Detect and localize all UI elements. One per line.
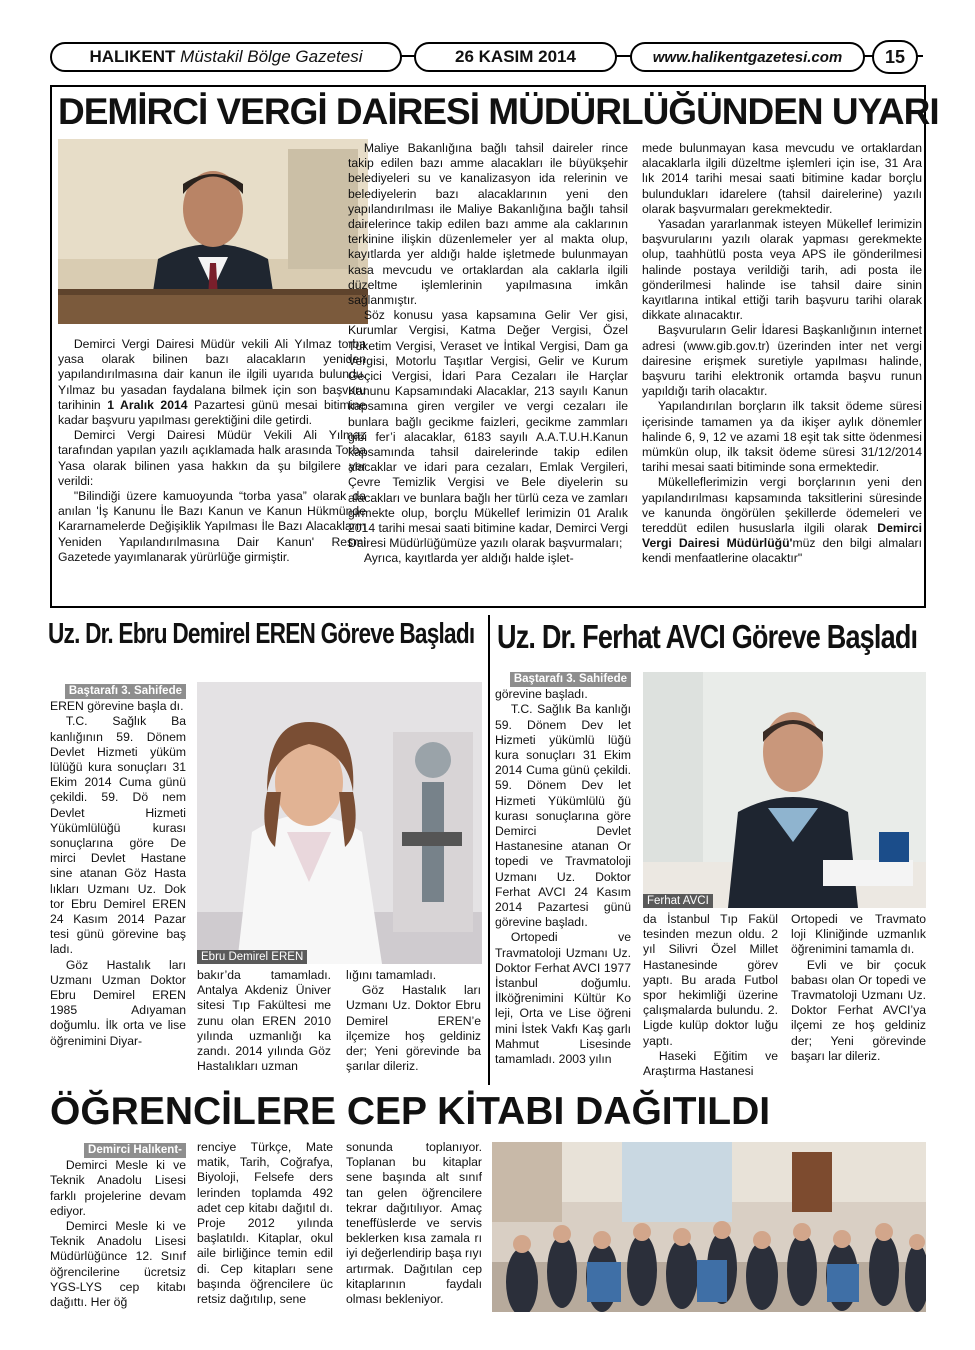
eren-portrait-image (197, 682, 482, 964)
books-col-3 (346, 1140, 482, 1307)
eren-photo-caption: Ebru Demirel EREN (197, 950, 307, 964)
page-number: 15 (884, 46, 906, 67)
avci-p4: da İstanbul Tıp Fakül tesinden mezun oldu. 2 yıl Silivri Özel Millet Hastanesinde görev yaptı. Bu arada Futbol spor hekimliği üzerine çalışmalarda bulundu. 2. Ligde kulüp doktor luğu yaptı. (643, 912, 778, 1048)
tax-deadline: 1 Aralık 2014 (107, 397, 188, 412)
tax-p3: "Bilindiği üzere kamuoyunda “torba yasa” olarak da anılan 'İş Kanunu İle Bazı Kanun ve Kanun Hükmünde Kararnamelerde Değişiklik Yapılması İle Bazı Alacakların Yeniden Yapılandırılmasına Dair Kanun' Resmi Gazetede yayımlanarak yürürlüğe girmiştir. (58, 489, 366, 564)
eren-col-3 (346, 968, 481, 1074)
avci-col-2 (643, 912, 778, 1079)
photo-ali-yilmaz (58, 139, 368, 324)
avci-p7: Evli ve bir çocuk babası olan Or topedi ve Travmatoloji Uzmanı Uz. Doktor Ferhat AVCI’ya ilçemi ze hoş geldiniz der; Yeni görevinde başarı lar dileriz. (791, 957, 926, 1063)
eren-p1: EREN görevine başla dı. (50, 699, 184, 714)
headline-tax-office: DEMİRCİ VERGİ DAİRESİ MÜDÜRLÜĞÜNDEN UYARI (58, 91, 939, 132)
tax-p1 (58, 337, 366, 428)
avci-col-1 (495, 672, 631, 1067)
avci-p6: Ortopedi ve Travmato loji Kliniğinde uzmanlık öğrenimini tamamla dı. (791, 912, 926, 957)
website: www.halikentgazetesi.com (652, 48, 843, 66)
paper-name: HALIKENT (89, 47, 176, 66)
books-p3: renciye Türkçe, Mate matik, Tarih, Coğrafya, Biyoloji, Felsefe ders lerinden toplamda 492 adet cep kitabı dağıtıl dı. Proje 2012 yılında başlatıldı. Kitaplar, okul aile birliğince temin edil di. Cep kitapları sene başında öğrencilere üc retsiz dağıtılıp, sene (197, 1140, 333, 1307)
eren-col-2 (197, 968, 331, 1074)
tax-p1-text: Demirci Vergi Dairesi Müdür vekili Ali Yılmaz torba yasa olarak bilinen bazı alacakların yeniden yapılandırılmasına dair kanun ile ilgili uyarıda bulundu. Yılmaz bu yasadan faydalana bilmek için son başvuru tarihinin (58, 337, 366, 412)
photo-ferhat-avci (643, 672, 926, 908)
tax-p11-end: müz den bilgi almaları kendi menfaatlerine olacaktır" (642, 536, 923, 566)
tax-p2: Demirci Vergi Dairesi Müdür Vekili Ali Yılmaz tarafından yapılan yazılı açıklamada halk arasında Torba Yasa olarak bilinen yasa hakkın da şu bilgilere yer verildi: (58, 428, 366, 488)
avci-photo-caption: Ferhat AVCI (643, 894, 713, 908)
headline-eren: Uz. Dr. Ebru Demirel EREN Göreve Başladı (48, 618, 475, 650)
headline-avci: Uz. Dr. Ferhat AVCI Göreve Başladı (497, 618, 918, 655)
books-col-1 (50, 1143, 186, 1310)
article-tax-office (50, 85, 939, 608)
date-pill (414, 42, 617, 72)
avci-p1: görevine başladı. (495, 687, 588, 702)
tax-p11 (642, 475, 922, 566)
portrait-image (58, 139, 368, 324)
masthead-pill (50, 42, 402, 72)
photo-students-group (492, 1142, 926, 1312)
eren-p5: lığını tamamladı. (346, 968, 437, 982)
avci-col-3 (791, 912, 926, 1064)
tax-p4: Maliye Bakanlığına bağlı tahsil daireler rince takip edilen bazı amme alacakları ile büyükşehir belediyeleri su ve kanalizasyon ida relerinin ve belediyelerin bazı alacaklarının yeni den yapılandırılması ile Maliye Bakanlığına bağlı tahsil dairelerince takip edilen bazı amme ala caklarının terkinine ilişkin düzenlemeler yer al makta olup, kayıtlarda yer aldığı halde işletmede bulunmayan kasa mevcudu ve ortaklardan ala caklarla ilgili düzeltme işlemlerinin yapılmasına imkân sağlanmıştır. (348, 141, 628, 308)
eren-p3: Göz Hastalık ları Uzmanı Uzman Doktor Ebru Demirel EREN 1985 Adıyaman doğumlu. İlk orta ve lise öğrenimini Diyar- (50, 957, 186, 1048)
tax-p8: Yasadan yararlanmak isteyen Mükellef lerimizin başvurularını yazılı olarak yapması gerekmekte olup, taahhütlü posta veya APS ile gönderilmesi halinde postaya verildiği tarih, adi posta ile gönderilmesi halinde ise tahsil daire sinin kayıtlarına intikal ettiği tarih başvuru tarihi olarak dikkate alınacaktır. (642, 217, 922, 323)
tax-p9: Başvuruların Gelir İdaresi Başkanlığının internet adresi (www.gib.gov.tr) üzerinden inter net vergi dairesine erişmek suretiyle yapılması halinde, başvuru tarihi elektronik ortamda başvu runun yapıldığı tarih olacaktır. (642, 323, 922, 399)
page-number-pill (872, 40, 918, 74)
website-pill (630, 42, 865, 72)
column-divider (488, 615, 490, 1085)
photo-ebru-demirel-eren (197, 682, 482, 964)
issue-date: 26 KASIM 2014 (455, 47, 576, 66)
tax-col-1 (58, 337, 366, 565)
tax-col-2 (348, 141, 628, 567)
eren-p6: Göz Hastalık ları Uzmanı Uz. Doktor Ebru Demirel EREN’e ilçemize hoş geldiniz der; Yeni görevinde ba şarılar dileriz. (346, 983, 481, 1074)
tax-office-name: Demirci Vergi Dairesi Müdürlüğü' (642, 521, 922, 551)
headline-pocket-books: ÖĞRENCİLERE CEP KİTABI DAĞITILDI (50, 1090, 771, 1133)
books-p4: sonunda toplanıyor. Toplanan bu kitaplar sene başında alt sınıf tan gelen öğrencilere tekrar dağıtılıyor. Amaç teneffüslerde ve servis beklerken kısa zamala rı iyi değerlendirip başa rıyı artırmak. Dağıtılan cep kitaplarının faydalı olması bekleniyor. (346, 1140, 482, 1307)
tax-p10: Yapılandırılan borçların ilk taksit ödeme süresi içerisinde tamamen ya da ikişer aylık dönemler halinde 6, 9, 12 ve azami 18 eşit tak sitte ödenmesi mümkün olup, ilk taksit ödeme süresi 31/12/2014 tarihi mesai saati bitiminde sona ermektedir. (642, 399, 922, 475)
books-col-2 (197, 1140, 333, 1307)
avci-portrait-image (643, 672, 926, 908)
tax-p7: mede bulunmayan kasa mevcudu ve ortaklardan alacaklarla ilgili düzeltme işlemleri için ise, 31 Ara lık 2014 tarihi mesai saati bitimine kadar borçlu bulundukları idarelere (tahsil dairelerine) yazılı olarak başvurmaları gerekmektedir. (642, 141, 922, 216)
eren-p4: bakır’da tamamladı. Antalya Akdeniz Üniver sitesi Tıp Fakültesi me zunu olan EREN 2010 yılında uzmanlığı ka zandı. 2014 yılında Göz Hastalıkları uzman (197, 968, 331, 1074)
tax-p1-end: Pazartesi günü mesai bitimine kadar başvuru yapılması gerektiğini dile getirdi. (58, 397, 366, 428)
tax-p6: Ayrıca, kayıtlarda yer aldığı halde işlet- (363, 551, 574, 566)
books-p1: Demirci Mesle ki ve Teknik Anadolu Lisesi farklı projelerine devam ediyor. (50, 1158, 186, 1218)
tax-p11-text: Mükelleflerimizin vergi borçlarının yeni den yapılandırılması kapsamında taksitlerini süresinde ve kanunda öngörülen şekillerde ödemeleri ve tereddüt edilen hususlarla ilgili olarak (642, 475, 922, 536)
eren-p2: T.C. Sağlık Ba kanlığının 59. Dönem Devlet Hizmeti yüküm lülüğü kura sonuçları 31 Ekim 2014 Cuma günü çekildi. 59. Dö nem Devlet Hizmeti Yükümlülüğü kurası sonuçlarına göre De mirci Devlet Hastane sine atanan Göz Hasta lıkları Uzmanı Uz. Dok tor Ebru Demirel EREN 24 Kasım 2014 Pazar tesi günü görevine baş ladı. (50, 714, 186, 957)
paper-subtitle: Müstakil Bölge Gazetesi (180, 47, 363, 66)
books-kicker: Demirci Halıkent- (84, 1143, 186, 1158)
students-group-image (492, 1142, 926, 1312)
avci-p3: Ortopedi ve Travmatoloji Uzmanı Uz. Doktor Ferhat AVCI 1977 İstanbul doğumlu. İlköğrenimini Kültür Ko leji, Orta ve Lise öğreni mini İstek Vakfı Kaş garlı Mahmut Lisesinde tamamladı. 2003 yılın (495, 930, 631, 1067)
eren-col-1 (50, 684, 186, 1049)
avci-kicker: Baştarafı 3. Sahifede (510, 672, 631, 687)
books-p2: Demirci Mesle ki ve Teknik Anadolu Lisesi Müdürlüğünce 12. Sınıf öğrencilerine ücretsiz YGS-LYS cep kitabı dağıttı. Her öğ (50, 1219, 186, 1310)
avci-p2: T.C. Sağlık Ba kanlığı 59. Dönem Dev let Hizmeti yükümlü lüğü kura sonuçları 31 Ekim 2014 Cuma günü çekildi. 59. Dönem Dev let Hizmeti Yükümlülü ğü kurası sonuçlarına göre Demirci Devlet Hastanesine atanan Or topedi ve Travmatoloji Uzmanı Uz. Doktor Ferhat AVCI 24 Kasım 2014 Pazartesi günü görevine başladı. (495, 702, 631, 930)
tax-p5: Söz konusu yasa kapsamına Gelir Ver gisi, Kurumlar Vergisi, Katma Değer Vergisi, Özel Tüketim Vergisi, Veraset ve İntikal Vergisi, Dam ga Vergisi, Motorlu Taşıtlar Vergisi, Gelir ve Kurum Geçici Vergisi, İdari Para Cezaları ile Harçlar Kanunu Kapsamındaki Alacaklar, 213 sayılı Kanun kapsamına giren vergiler ve vergi cezaları ile bunlara bağlı gecikme faizleri, gecikme zammları gibi fer’i alacaklar, 6183 sayılı A.A.T.U.H.Kanun kapsamında tahsil dairelerinde takip edilen alacaklar ve idari para cezaları, Emlak Vergileri, Çevre Temizlik Vergisi ve Bele diyelerin su alacakları ve bunlara bağlı her türlü ceza ve zamları girmekte olup, borçlu Mükellef lerimizin 01 Aralık 2014 tarihi mesai saati bitimine kadar, Demirci Vergi Dairesi Müdürlüğümüze yazılı olarak başvurmaları; (348, 308, 628, 551)
tax-col-3 (642, 141, 922, 567)
eren-kicker: Baştarafı 3. Sahifede (65, 684, 186, 699)
avci-p5: Haseki Eğitim ve Araştırma Hastanesi (643, 1048, 778, 1079)
